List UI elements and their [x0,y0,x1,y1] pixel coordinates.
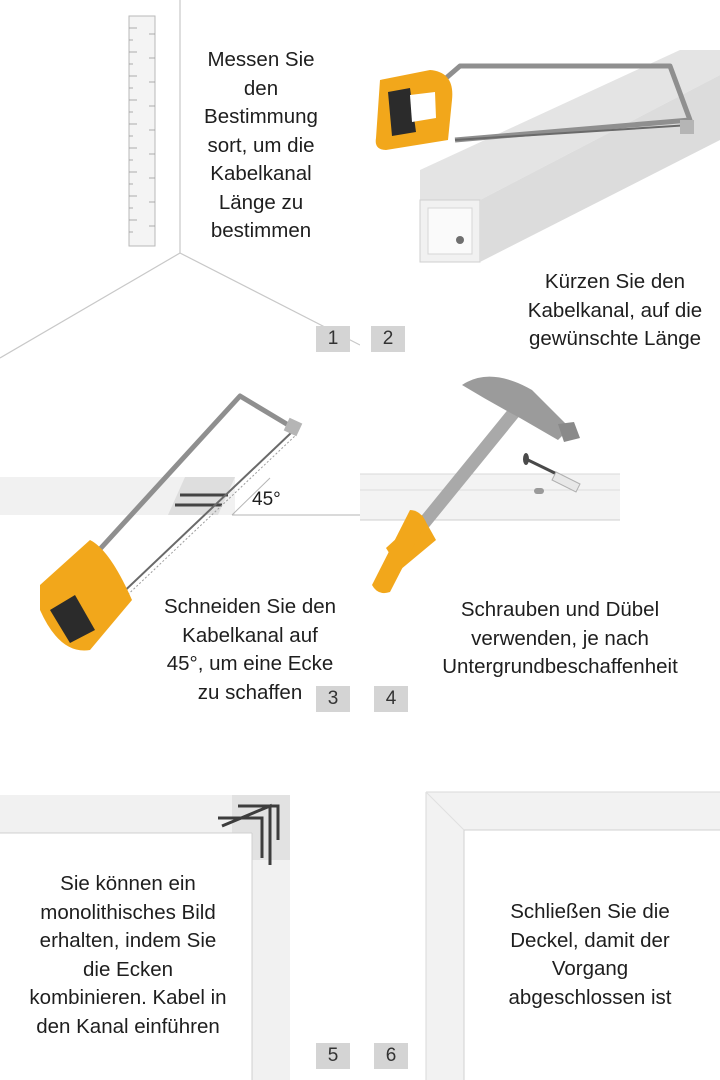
step-panel-4 [360,360,720,720]
cable-duct-icon [0,477,360,515]
ruler-icon [129,16,155,246]
step-number-badge: 5 [316,1043,350,1069]
step-panel-3 [0,360,360,720]
step-caption: Sie können ein monolithisches Bild erhalten, indem Sie die Ecken kombinieren. Kabel in den Kanal einführen [29,872,227,1038]
angle-label: 45° [252,489,281,510]
step-number-badge: 1 [316,326,350,352]
step-caption: Schrauben und Dübel verwenden, je nach Untergrundbeschaffenheit [442,598,678,678]
cable-duct-icon [360,474,620,520]
step-panel-5 [0,720,360,1080]
step-number-badge: 2 [371,326,405,352]
step-caption: Schneiden Sie den Kabelkanal auf 45°, um eine Ecke zu schaffen [163,595,337,704]
step-caption: Kürzen Sie den Kabelkanal, auf die gewünschte Länge [527,270,703,350]
step-caption: Schließen Sie die Deckel, damit der Vorgang abgeschlossen ist [508,900,672,1009]
step-number-badge: 3 [316,686,350,712]
step-panel-6 [360,720,720,1080]
step-number-badge: 4 [374,686,408,712]
step-panel-1 [0,0,360,360]
step-caption: Messen Sie den Bestimmung sort, um die Kabelkanal Länge zu bestimmen [204,48,318,242]
step-number-badge: 6 [374,1043,408,1069]
step-panel-2 [360,0,720,360]
